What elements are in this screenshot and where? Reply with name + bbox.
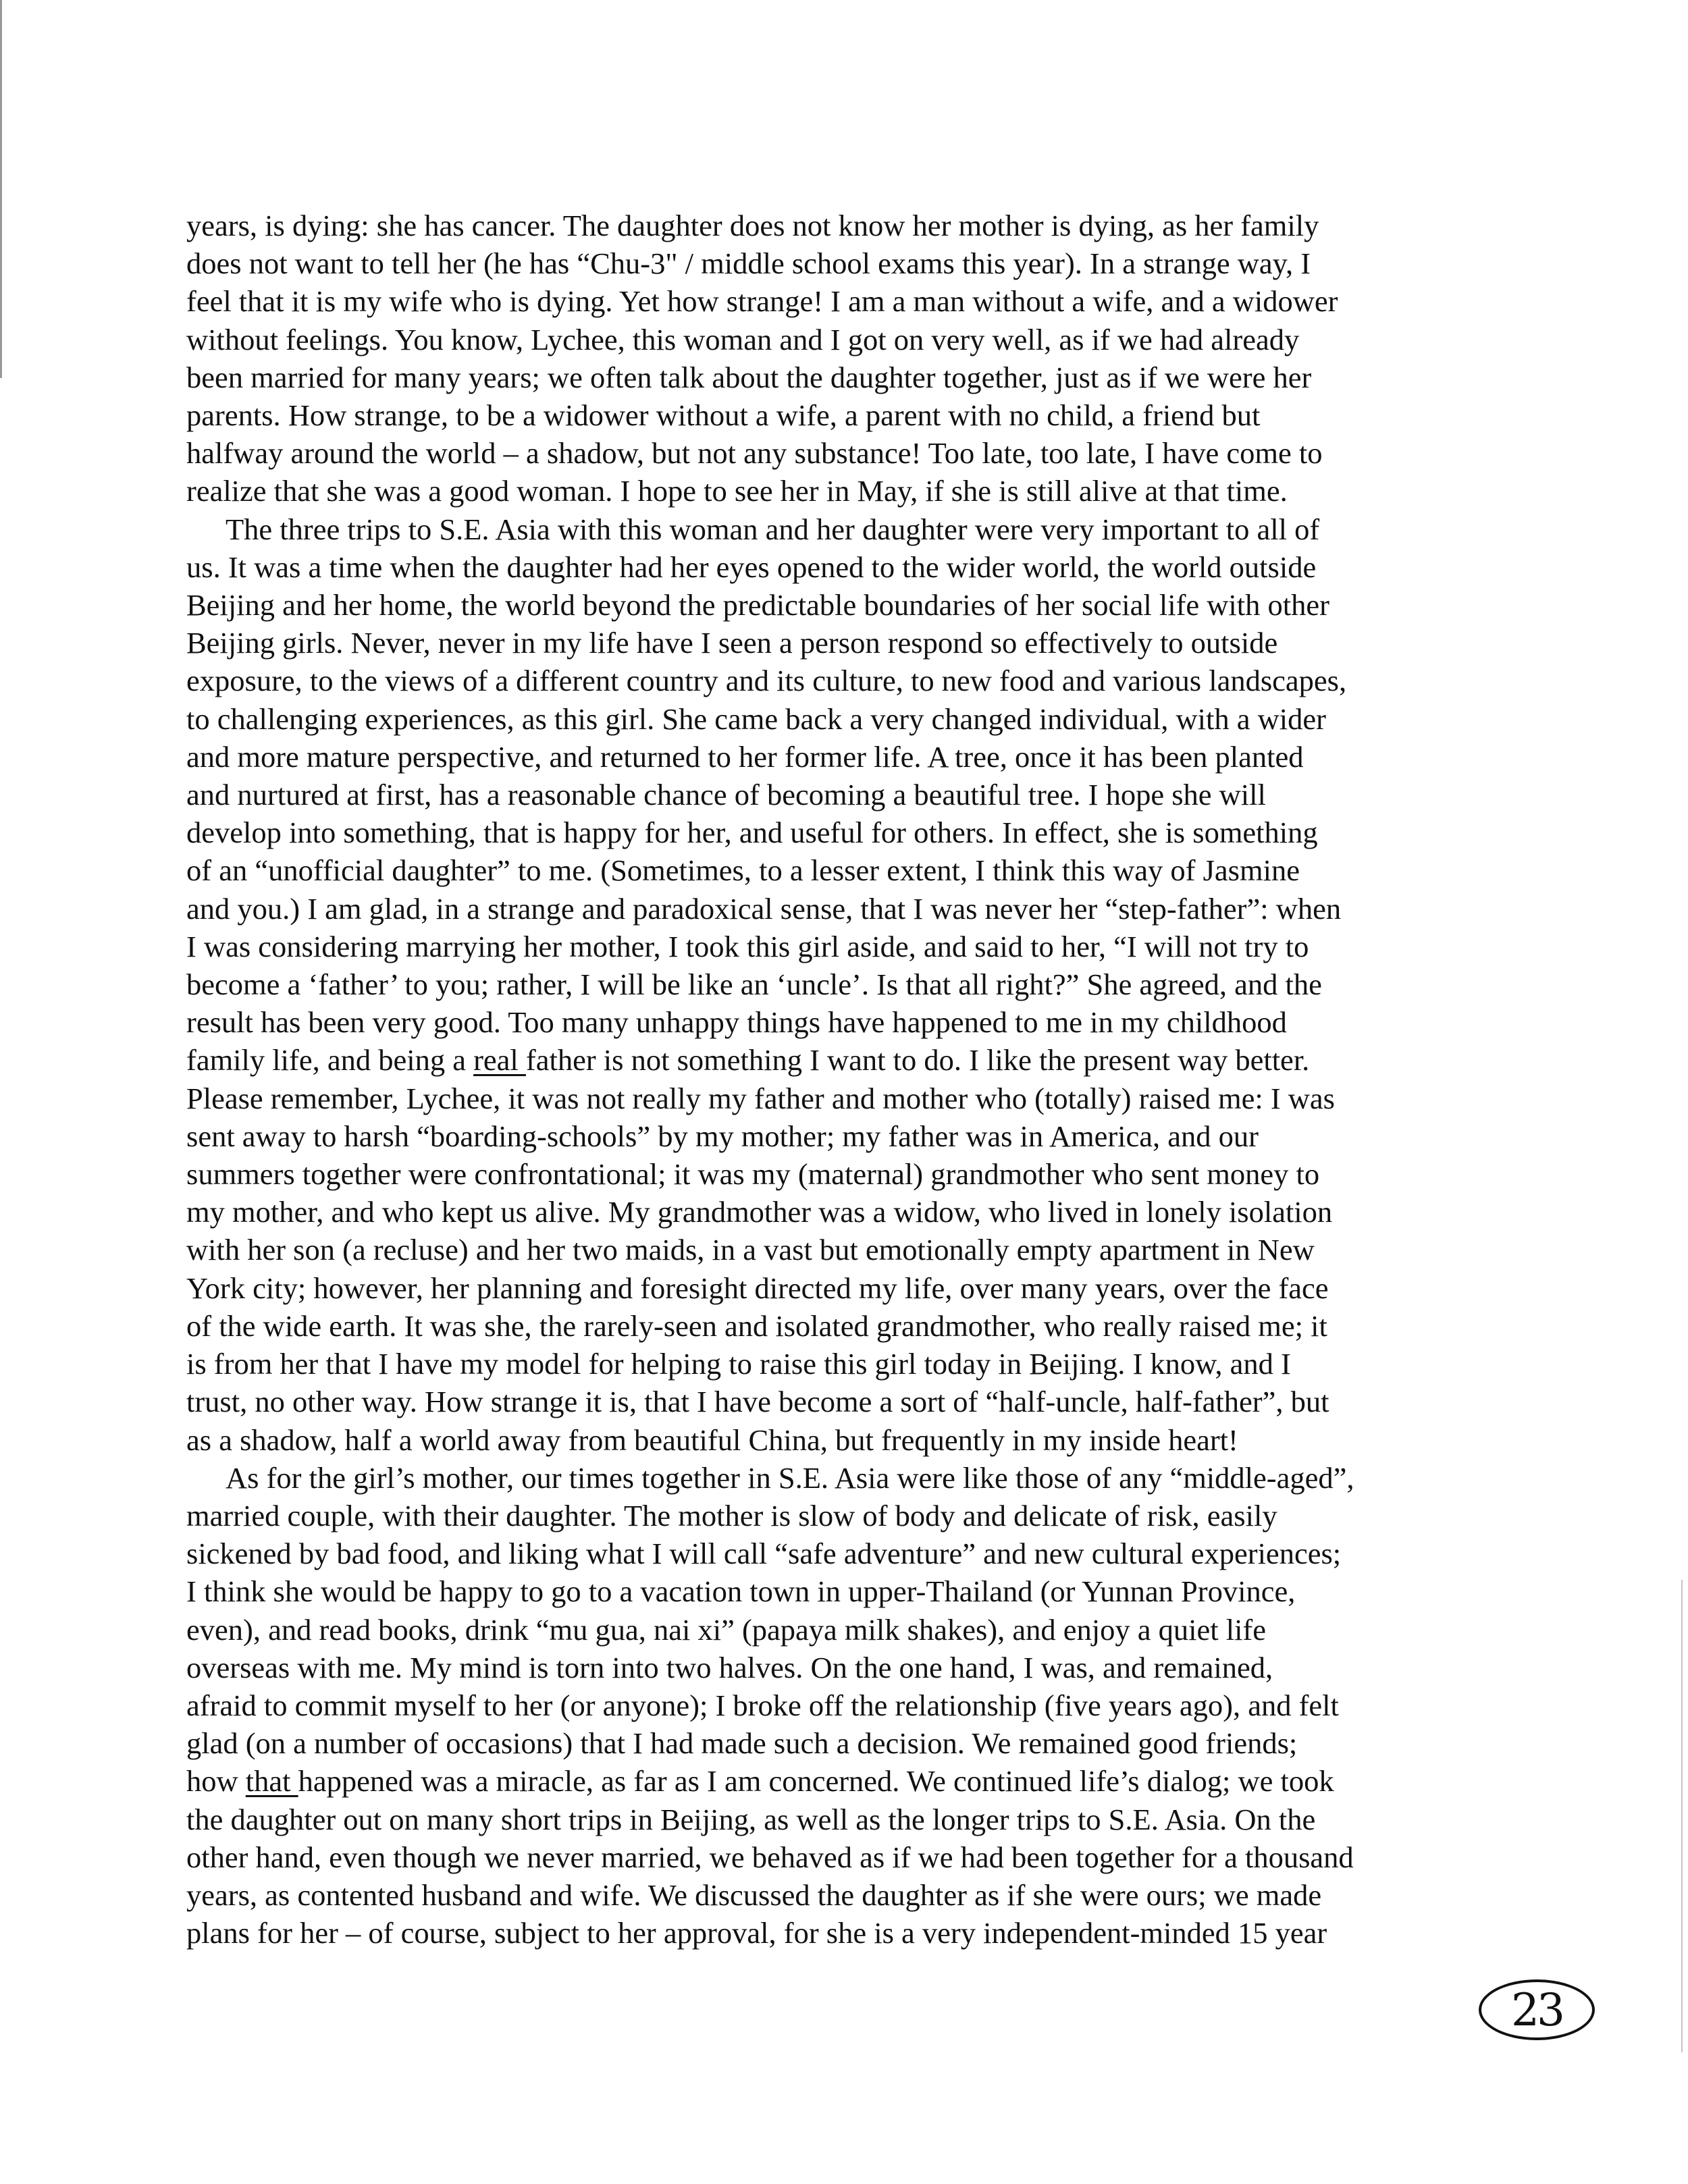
text-line-part: family life, and being a <box>186 1043 474 1077</box>
text-line: years, is dying: she has cancer. The daughter does not know her mother is dying, as her family <box>186 209 1319 242</box>
text-line: without feelings. You know, Lychee, this woman and I got on very well, as if we had already <box>186 322 1300 356</box>
text-line: afraid to commit myself to her (or anyone); I broke off the relationship (five years ago), and felt <box>186 1688 1339 1722</box>
text-line: of the wide earth. It was she, the rarely-seen and isolated grandmother, who really raised me; it <box>186 1308 1327 1343</box>
text-line: realize that she was a good woman. I hope to see her in May, if she is still alive at that time. <box>186 474 1288 508</box>
text-line: York city; however, her planning and foresight directed my life, over many years, over the face <box>186 1271 1329 1305</box>
text-line: and nurtured at first, has a reasonable chance of becoming a beautiful tree. I hope she will <box>186 778 1266 812</box>
text-line: plans for her – of course, subject to her approval, for she is a very independent-minded 15 year <box>186 1916 1327 1950</box>
text-line: overseas with me. My mind is torn into two halves. On the one hand, I was, and remained, <box>186 1650 1273 1684</box>
text-line <box>186 1762 1530 1800</box>
text-line-part: how <box>186 1764 246 1799</box>
text-line: Please remember, Lychee, it was not really my father and mother who (totally) raised me: I was <box>186 1081 1335 1115</box>
text-line-part: father is not something I want to do. I like the present way better. <box>525 1043 1310 1077</box>
text-line: I think she would be happy to go to a vacation town in upper-Thailand (or Yunnan Province, <box>186 1574 1296 1609</box>
text-line: become a ‘father’ to you; rather, I will be like an ‘uncle’. Is that all right?” She agreed, and the <box>186 967 1322 1002</box>
text-line: The three trips to S.E. Asia with this woman and her daughter were very important to all of <box>226 512 1320 546</box>
page-number-text: 23 <box>1511 1983 1562 2036</box>
text-line: years, as contented husband and wife. We discussed the daughter as if she were ours; we made <box>186 1877 1322 1912</box>
text-line: parents. How strange, to be a widower without a wife, a parent with no child, a friend but <box>186 398 1261 433</box>
text-line: Beijing girls. Never, never in my life have I seen a person respond so effectively to outside <box>186 626 1278 660</box>
text-line: as a shadow, half a world away from beautiful China, but frequently in my inside heart! <box>186 1422 1238 1457</box>
text-line: to challenging experiences, as this girl. She came back a very changed individual, with a wider <box>186 701 1326 736</box>
scan-edge-left <box>0 0 2 378</box>
text-line: Beijing and her home, the world beyond the predictable boundaries of her social life with other <box>186 588 1329 622</box>
text-line: with her son (a recluse) and her two maids, in a vast but emotionally empty apartment in New <box>186 1233 1315 1267</box>
handwritten-page-number <box>1479 1979 1595 2040</box>
text-line: us. It was a time when the daughter had her eyes opened to the wider world, the world outside <box>186 550 1317 584</box>
text-line: the daughter out on many short trips in Beijing, as well as the longer trips to S.E. Asia. On the <box>186 1802 1316 1836</box>
text-line: married couple, with their daughter. The mother is slow of body and delicate of risk, easily <box>186 1498 1277 1533</box>
scan-edge-right <box>1681 1580 1683 2052</box>
text-line: other hand, even though we never married, we behaved as if we had been together for a thousand <box>186 1840 1354 1874</box>
text-line: As for the girl’s mother, our times together in S.E. Asia were like those of any “middle-aged”, <box>226 1460 1354 1495</box>
text-line: glad (on a number of occasions) that I had made such a decision. We remained good friends; <box>186 1726 1298 1761</box>
underlined-word: that <box>245 1764 298 1799</box>
text-line: halfway around the world – a shadow, but not any substance! Too late, too late, I have come to <box>186 436 1323 471</box>
text-line: feel that it is my wife who is dying. Yet how strange! I am a man without a wife, and a widower <box>186 284 1338 319</box>
text-line-part: happened was a miracle, as far as I am concerned. We continued life’s dialog; we took <box>298 1764 1334 1799</box>
text-line: is from her that I have my model for helping to raise this girl today in Beijing. I know, and I <box>186 1347 1291 1381</box>
text-line: sent away to harsh “boarding-schools” by my mother; my father was in America, and our <box>186 1119 1259 1153</box>
text-line: of an “unofficial daughter” to me. (Sometimes, to a lesser extent, I think this way of Jasmine <box>186 853 1300 888</box>
text-line: result has been very good. Too many unhappy things have happened to me in my childhood <box>186 1005 1287 1040</box>
text-line: does not want to tell her (he has “Chu-3" / middle school exams this year). In a strange way, I <box>186 246 1311 281</box>
text-line: sickened by bad food, and liking what I will call “safe adventure” and new cultural experiences; <box>186 1537 1342 1571</box>
text-line: exposure, to the views of a different country and its culture, to new food and various landscapes, <box>186 664 1347 698</box>
text-line: trust, no other way. How strange it is, that I have become a sort of “half-uncle, half-father”, but <box>186 1385 1329 1419</box>
text-line: been married for many years; we often talk about the daughter together, just as if we were her <box>186 360 1312 394</box>
body-text <box>186 207 1530 1952</box>
text-line: and more mature perspective, and returned to her former life. A tree, once it has been planted <box>186 739 1304 774</box>
underlined-word: real <box>473 1043 526 1077</box>
text-line: develop into something, that is happy for her, and useful for others. In effect, she is something <box>186 816 1318 850</box>
text-line: my mother, and who kept us alive. My grandmother was a widow, who lived in lonely isolation <box>186 1195 1333 1229</box>
text-line: and you.) I am glad, in a strange and paradoxical sense, that I was never her “step-father”: when <box>186 891 1342 926</box>
text-line: I was considering marrying her mother, I took this girl aside, and said to her, “I will not try to <box>186 929 1309 963</box>
text-line: even), and read books, drink “mu gua, nai xi” (papaya milk shakes), and enjoy a quiet life <box>186 1612 1267 1647</box>
text-line <box>186 1041 1530 1079</box>
text-line: summers together were confrontational; it was my (maternal) grandmother who sent money to <box>186 1157 1320 1192</box>
